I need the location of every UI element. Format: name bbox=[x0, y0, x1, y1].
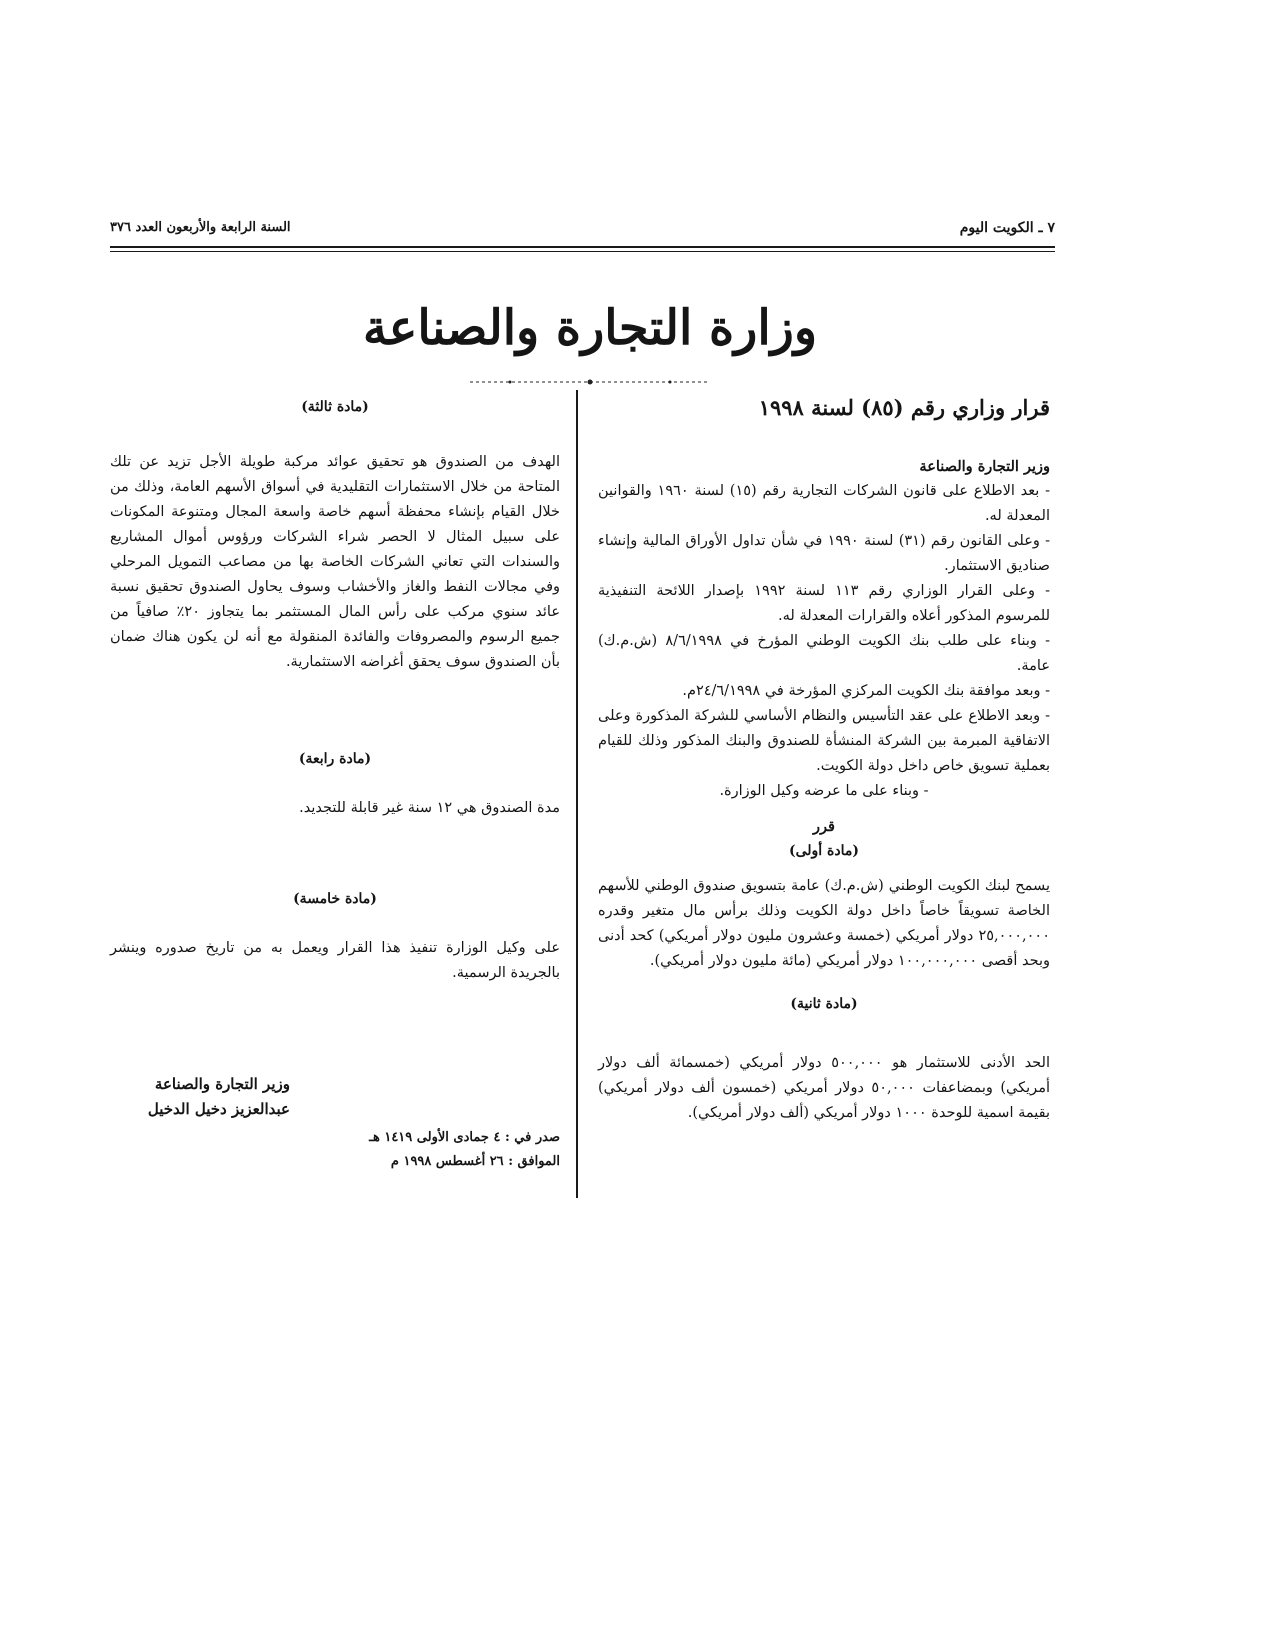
article-3-text: الهدف من الصندوق هو تحقيق عوائد مركبة طويلة الأجل تزيد عن تلك المتاحة من خلال الاستثمارات التقليدية في أسواق الأسهم العامة، وذلك من خلال القيام بإنشاء محفظة أسهم خاصة واسعة المجال ومتنوعة المكونات على سبيل المثال لا الحصر شراء الشركات ورؤوس أموال المشاريع والسندات التي تعاني الشركات الخاصة بها من مصاعب التمويل المرحلي وفي مجالات النفط والغاز والأخشاب وسوف يحاول الصندوق تحقيق نسبة عائد سنوي مركب على رأس المال المستثمر بما يتجاوز ٢٠٪ صافياً من جميع الرسوم والمصروفات والفائدة المنقولة مع أنه لن يكون هناك ضمان بأن الصندوق سوف يحقق أغراضه الاستثمارية. bbox=[110, 454, 560, 670]
ministry-masthead: وزارة التجارة والصناعة bbox=[362, 300, 818, 356]
issue-date-hijri: صدر في : ٤ جمادى الأولى ١٤١٩ هـ bbox=[369, 1130, 560, 1145]
decree-title: قرار وزاري رقم (٨٥) لسنة ١٩٩٨ bbox=[758, 395, 1050, 420]
decided-label: قرر bbox=[813, 818, 835, 835]
header-page-number: ٧ ـ الكويت اليوم bbox=[959, 220, 1055, 236]
running-header bbox=[110, 220, 1055, 242]
preamble-item: - وبناء على ما عرضه وكيل الوزارة. bbox=[719, 783, 929, 799]
header-rule-thin bbox=[110, 251, 1055, 252]
right-column bbox=[598, 395, 1050, 1126]
article-4-text: مدة الصندوق هي ١٢ سنة غير قابلة للتجديد. bbox=[299, 800, 560, 816]
left-column bbox=[110, 395, 560, 986]
article-5-heading: (مادة خامسة) bbox=[293, 891, 377, 907]
article-3-heading: (مادة ثالثة) bbox=[301, 399, 369, 415]
signature-block bbox=[110, 1072, 290, 1122]
article-1-heading: (مادة أولى) bbox=[788, 843, 860, 859]
preamble-item: - وبناء على طلب بنك الكويت الوطني المؤرخ في ٨/٦/١٩٩٨ (ش.م.ك) عامة. bbox=[598, 633, 1050, 674]
signature-title: وزير التجارة والصناعة bbox=[154, 1075, 290, 1093]
preamble-item: - وعلى القانون رقم (٣١) لسنة ١٩٩٠ في شأن تداول الأوراق المالية وإنشاء صناديق الاستثمار. bbox=[598, 533, 1050, 574]
article-4-heading: (مادة رابعة) bbox=[298, 751, 372, 767]
preamble-item: - بعد الاطلاع على قانون الشركات التجارية رقم (١٥) لسنة ١٩٦٠ والقوانين المعدلة له. bbox=[598, 483, 1051, 524]
header-issue-info: السنة الرابعة والأربعون العدد ٣٧٦ bbox=[110, 220, 291, 235]
preamble-item: - وبعد الاطلاع على عقد التأسيس والنظام الأساسي للشركة المذكورة وعلى الاتفاقية المبرمة بين الشركة المنشأة للصندوق والبنك المذكور وذلك للقيام بعملية تسويق خاص داخل دولة الكويت. bbox=[598, 708, 1050, 774]
issue-date-block bbox=[290, 1126, 560, 1174]
issuing-minister: وزير التجارة والصناعة bbox=[919, 458, 1050, 475]
issue-date-gregorian: الموافق : ٢٦ أغسطس ١٩٩٨ م bbox=[390, 1154, 560, 1169]
article-1-text: يسمح لبنك الكويت الوطني (ش.م.ك) عامة بتسويق صندوق الوطني للأسهم الخاصة تسويقاً خاصاً داخل دولة الكويت وذلك برأس مال متغير وقدره ٢٥,٠٠٠,٠٠٠ دولار أمريكي (خمسة وعشرون مليون دولار أمريكي) كحد أدنى وبحد أقصى ١٠٠,٠٠٠,٠٠٠ دولار أمريكي (مائة مليون دولار أمريكي). bbox=[598, 878, 1050, 969]
header-rule bbox=[110, 246, 1055, 248]
preamble-item: - وبعد موافقة بنك الكويت المركزي المؤرخة في ٢٤/٦/١٩٩٨م. bbox=[682, 683, 1050, 699]
ornament-divider bbox=[470, 378, 710, 386]
preamble-item: - وعلى القرار الوزاري رقم ١١٣ لسنة ١٩٩٢ بإصدار اللائحة التنفيذية للمرسوم المذكور أعلاه والقرارات المعدلة له. bbox=[598, 583, 1050, 624]
article-2-text: الحد الأدنى للاستثمار هو ٥٠٠,٠٠٠ دولار أمريكي (خمسمائة ألف دولار أمريكي) وبمضاعفات ٥٠,٠٠٠ دولار أمريكي (خمسون ألف دولار أمريكي) بقيمة اسمية للوحدة ١٠٠٠ دولار أمريكي (ألف دولار أمريكي). bbox=[598, 1055, 1050, 1121]
article-5-text: على وكيل الوزارة تنفيذ هذا القرار ويعمل به من تاريخ صدوره وينشر بالجريدة الرسمية. bbox=[110, 940, 560, 981]
signature-name: عبدالعزيز دخيل الدخيل bbox=[147, 1100, 290, 1118]
column-divider bbox=[576, 390, 578, 1198]
article-2-heading: (مادة ثانية) bbox=[790, 996, 858, 1012]
